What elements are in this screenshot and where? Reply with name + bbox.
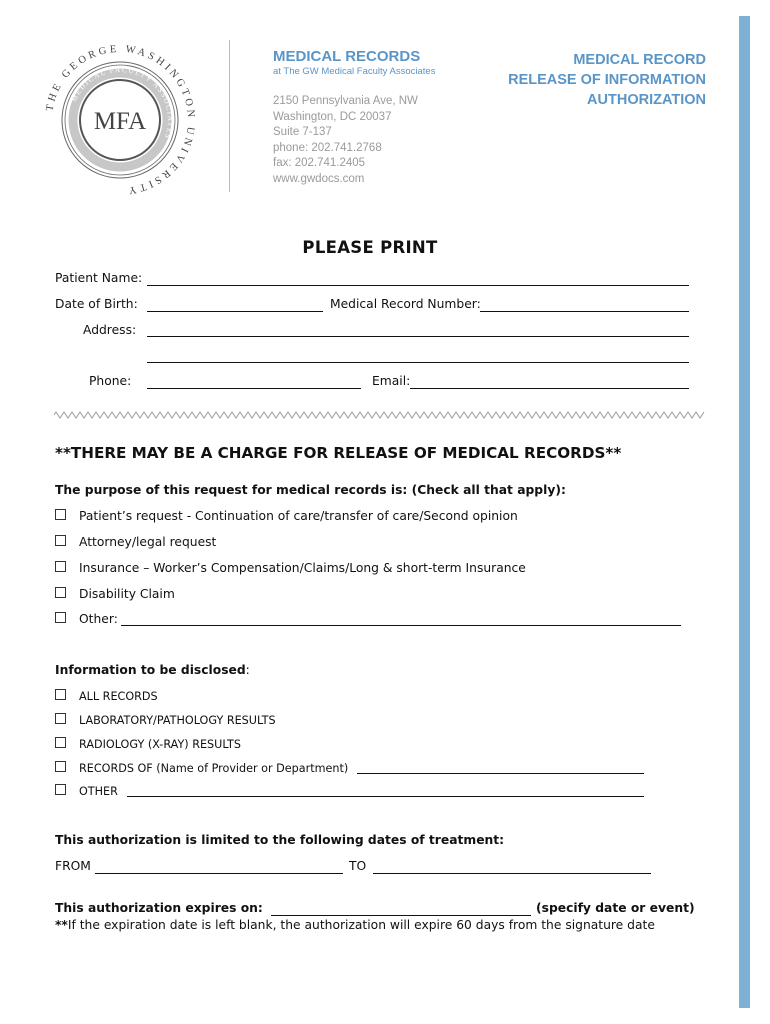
address-label: Address: bbox=[83, 323, 137, 337]
form-title: MEDICAL RECORD RELEASE OF INFORMATION AUTHORIZATION bbox=[508, 52, 706, 108]
phone-label: Phone: bbox=[89, 374, 132, 388]
to-label: TO bbox=[349, 859, 367, 873]
svg-text:MEDICAL FACULTY ASSOCIATES: MEDICAL FACULTY ASSOCIATES bbox=[69, 65, 175, 141]
org-title: MEDICAL RECORDS bbox=[273, 48, 421, 65]
address-field-line-2[interactable] bbox=[147, 362, 689, 363]
please-print-heading: PLEASE PRINT bbox=[302, 238, 438, 257]
address-field-line-1[interactable] bbox=[147, 336, 689, 337]
expiry-suffix: (specify date or event) bbox=[536, 901, 695, 915]
disclosure-other-field[interactable] bbox=[127, 796, 644, 797]
purpose-option[interactable]: Disability Claim bbox=[55, 587, 175, 601]
address-line: Suite 7-137 bbox=[273, 126, 332, 138]
phone-field[interactable] bbox=[147, 388, 361, 389]
svg-text:THE GEORGE WASHINGTON UNIVERSI: THE GEORGE WASHINGTON UNIVERSITY bbox=[44, 43, 197, 196]
checkbox[interactable] bbox=[55, 689, 66, 700]
org-subtitle: at The GW Medical Faculty Associates bbox=[273, 66, 436, 77]
checkbox[interactable] bbox=[55, 587, 66, 598]
dates-heading: This authorization is limited to the following dates of treatment: bbox=[55, 833, 505, 847]
fax-line: fax: 202.741.2405 bbox=[273, 157, 366, 169]
checkbox[interactable] bbox=[55, 737, 66, 748]
svg-text:MFA: MFA bbox=[93, 108, 147, 135]
phone-line: phone: 202.741.2768 bbox=[273, 141, 382, 154]
disclosure-option[interactable]: RADIOLOGY (X-RAY) RESULTS bbox=[55, 737, 241, 751]
disclosure-option-other[interactable]: OTHER bbox=[55, 784, 118, 798]
checkbox[interactable] bbox=[55, 761, 66, 772]
checkbox[interactable] bbox=[55, 612, 66, 623]
address-line: Washington, DC 20037 bbox=[273, 110, 392, 123]
purpose-option[interactable]: Attorney/legal request bbox=[55, 535, 216, 549]
email-field[interactable] bbox=[410, 388, 689, 389]
disclosure-option[interactable]: ALL RECORDS bbox=[55, 689, 158, 703]
wavy-divider bbox=[54, 410, 706, 420]
website-line: www.gwdocs.com bbox=[273, 172, 365, 185]
from-label: FROM bbox=[55, 859, 91, 873]
checkbox[interactable] bbox=[55, 535, 66, 546]
expiry-field[interactable] bbox=[271, 915, 531, 916]
expiry-label: This authorization expires on: bbox=[55, 901, 263, 915]
checkbox[interactable] bbox=[55, 713, 66, 724]
purpose-heading: The purpose of this request for medical records is: (Check all that apply): bbox=[55, 483, 566, 497]
purpose-other-field[interactable] bbox=[121, 625, 681, 626]
header-divider bbox=[229, 40, 230, 192]
expiry-note: **If the expiration date is left blank, the authorization will expire 60 days from the signature date bbox=[55, 918, 655, 932]
disclosure-heading: Information to be disclosed: bbox=[55, 663, 250, 677]
email-label: Email: bbox=[372, 374, 411, 388]
disclosure-option[interactable]: LABORATORY/PATHOLOGY RESULTS bbox=[55, 713, 276, 727]
checkbox[interactable] bbox=[55, 784, 66, 795]
mrn-field[interactable] bbox=[480, 311, 689, 312]
dob-field[interactable] bbox=[147, 311, 323, 312]
patient-name-label: Patient Name: bbox=[55, 271, 143, 285]
org-address bbox=[273, 94, 418, 187]
charge-notice: **THERE MAY BE A CHARGE FOR RELEASE OF MEDICAL RECORDS** bbox=[55, 444, 622, 462]
purpose-option-other[interactable]: Other: bbox=[55, 612, 118, 626]
disclosure-option[interactable]: RECORDS OF (Name of Provider or Department) bbox=[55, 761, 348, 775]
patient-name-field[interactable] bbox=[147, 285, 689, 286]
purpose-option[interactable]: Insurance – Worker’s Compensation/Claims/Long & short-term Insurance bbox=[55, 561, 526, 575]
dob-label: Date of Birth: bbox=[55, 297, 138, 311]
mrn-label: Medical Record Number: bbox=[330, 297, 481, 311]
mfa-seal-logo bbox=[40, 40, 200, 200]
side-accent-bar bbox=[739, 16, 750, 1008]
address-line: 2150 Pennsylvania Ave, NW bbox=[273, 95, 418, 107]
checkbox[interactable] bbox=[55, 509, 66, 520]
purpose-option[interactable]: Patient’s request - Continuation of care/transfer of care/Second opinion bbox=[55, 509, 518, 523]
to-date-field[interactable] bbox=[373, 873, 651, 874]
from-date-field[interactable] bbox=[95, 873, 343, 874]
records-of-field[interactable] bbox=[357, 773, 644, 774]
checkbox[interactable] bbox=[55, 561, 66, 572]
